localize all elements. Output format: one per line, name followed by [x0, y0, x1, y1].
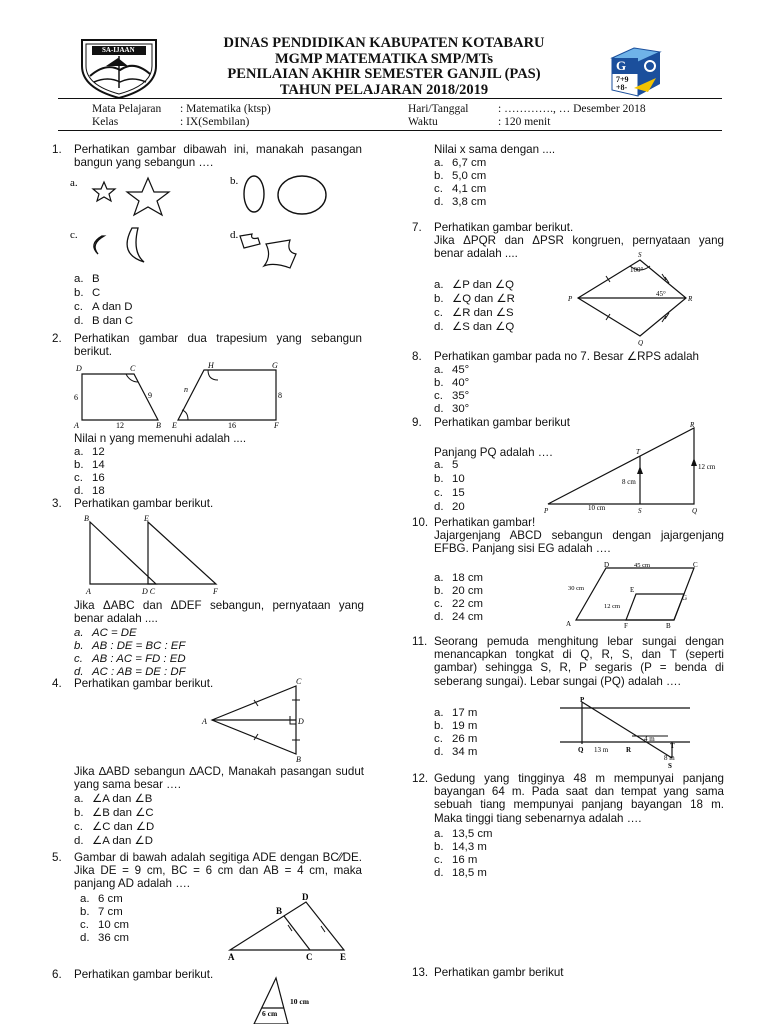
question-1 [52, 143, 362, 169]
option-letter: a. [74, 793, 84, 805]
label-f: F [274, 421, 279, 430]
question-3 [52, 497, 362, 510]
hari-label: Hari/Tanggal [408, 103, 469, 115]
option-text: 5 [452, 459, 459, 471]
option-text: 16 m [452, 854, 478, 866]
option-letter: d. [74, 485, 84, 497]
q9-option-d[interactable] [434, 501, 465, 514]
side-8cm: 8 cm [622, 478, 636, 486]
option-text: ∠R dan ∠S [452, 307, 514, 319]
question-8 [412, 350, 724, 363]
q9-option-c[interactable] [434, 487, 465, 500]
q3-option-a[interactable] [74, 627, 137, 640]
header-rule-top [58, 98, 722, 99]
q2-option-b[interactable] [74, 459, 105, 472]
question-text: Seorang pemuda menghitung lebar sungai dengan menancapkan tongkat di Q, R, S, dan T (seperti gambar) sehingga S, R, P segaris (P = benda di seberang sungai). Lebar sungai (PQ) adalah …. [434, 635, 724, 688]
label-c: C [693, 561, 698, 569]
q1-option-c[interactable] [74, 301, 133, 314]
q10-figure [562, 560, 708, 630]
header-line-1: DINAS PENDIDIKAN KABUPATEN KOTABARU [223, 35, 545, 51]
question-text: Perhatikan gambar berikut [434, 416, 570, 429]
fig-label-a: a. [70, 177, 78, 189]
q2-prompt: Nilai n yang memenuhi adalah .... [74, 432, 247, 445]
q1-figure [68, 172, 368, 282]
q1-option-b[interactable] [74, 287, 100, 300]
label-a: A [202, 717, 207, 726]
side-4m: 4 m [644, 735, 655, 743]
option-letter: a. [80, 893, 90, 905]
option-letter: b. [434, 473, 444, 485]
q3-option-c[interactable] [74, 653, 186, 666]
question-text: Perhatikan gambar berikut. [74, 497, 214, 510]
option-letter: d. [74, 835, 84, 847]
q12-option-b[interactable] [434, 841, 487, 854]
q9-option-b[interactable] [434, 473, 465, 486]
question-12 [412, 772, 724, 825]
q6-option-c[interactable] [434, 183, 486, 196]
q11-option-c[interactable] [434, 733, 477, 746]
question-number: 2. [52, 332, 62, 345]
label-b: B [156, 421, 161, 430]
q5-option-a[interactable] [80, 893, 123, 906]
option-text: 20 cm [452, 585, 484, 597]
option-text: 22 cm [452, 598, 484, 610]
option-text: 24 cm [452, 611, 484, 623]
label-e: E [340, 952, 347, 962]
option-text: 20 [452, 501, 465, 513]
option-letter: d. [434, 321, 444, 333]
option-letter: d. [434, 501, 444, 513]
q9-prompt: Panjang PQ adalah …. [434, 446, 553, 459]
option-letter: c. [74, 653, 83, 665]
label-a: A [228, 952, 235, 962]
q11-figure [556, 694, 694, 770]
fig-label-c: c. [70, 229, 78, 241]
option-letter: a. [434, 459, 444, 471]
label-r: R [690, 421, 695, 429]
question-number: 10. [412, 516, 429, 529]
q3-prompt: Jika ΔABC dan ΔDEF sebangun, pernyataan yang benar adalah .... [74, 599, 364, 626]
question-number: 11. [412, 635, 428, 648]
question-text: Perhatikan gambar berikut. [434, 221, 574, 234]
question-number: 6. [52, 968, 62, 981]
q1-option-a[interactable] [74, 273, 100, 286]
label-d: D [302, 892, 309, 902]
option-letter: d. [80, 932, 90, 944]
q5-option-d[interactable] [80, 932, 129, 945]
question-number: 7. [412, 221, 422, 234]
option-text: 3,8 cm [452, 196, 487, 208]
question-number: 5. [52, 851, 62, 864]
option-text: AC : AB = DE : DF [92, 666, 186, 678]
q7-figure [566, 250, 706, 346]
option-text: ∠C dan ∠D [92, 821, 155, 833]
option-text: 15 [452, 487, 465, 499]
q8-option-d[interactable] [434, 403, 469, 416]
option-letter: a. [74, 446, 84, 458]
label-a: A [86, 587, 91, 596]
option-letter: d. [74, 666, 84, 678]
q4-option-c[interactable] [74, 821, 154, 834]
option-letter: a. [434, 157, 444, 169]
option-text: 10 cm [98, 919, 130, 931]
q2-option-c[interactable] [74, 472, 105, 485]
option-letter: a. [74, 273, 84, 285]
side-16: 16 [228, 421, 236, 430]
option-text: ∠A dan ∠D [92, 835, 153, 847]
q9-option-a[interactable] [434, 459, 458, 472]
side-n: n [184, 385, 188, 394]
label-d: D [604, 561, 610, 569]
side-12cm: 12 cm [604, 603, 621, 610]
label-dc: D C [142, 587, 156, 596]
question-text: Perhatikan gambar dua trapesium yang sebangun berikut. [74, 332, 362, 359]
side-6cm: 6 cm [262, 1009, 278, 1018]
q4-prompt: Jika ∆ABD sebangun ∆ACD, Manakah pasangan sudut yang sama besar …. [74, 765, 364, 792]
side-8: 8 [278, 391, 282, 400]
q8-option-b[interactable] [434, 377, 469, 390]
label-t: T [636, 448, 640, 456]
question-number: 13. [412, 966, 429, 979]
mapel-value: : Matematika (ktsp) [180, 103, 271, 115]
question-prompt: Jajargenjang ABCD sebangun dengan jajargenjang EFBG. Panjang sisi EG adalah …. [434, 529, 724, 556]
header-line-3: PENILAIAN AKHIR SEMESTER GANJIL (PAS) [227, 66, 541, 82]
label-b: B [296, 755, 301, 764]
q10-option-c[interactable] [434, 598, 483, 611]
label-e: E [172, 421, 177, 430]
q7-option-a[interactable] [434, 279, 514, 292]
option-letter: b. [74, 287, 84, 299]
option-text: 7 cm [98, 906, 123, 918]
fig-label-b: b. [230, 175, 239, 187]
q4-option-a[interactable] [74, 793, 152, 806]
option-letter: a. [74, 627, 84, 639]
logo-left-text: SA-IJAAN [102, 46, 135, 54]
q1-option-d[interactable] [74, 315, 133, 328]
q7-option-c[interactable] [434, 307, 514, 320]
option-text: 36 cm [98, 932, 130, 944]
question-number: 9. [412, 416, 422, 429]
option-letter: b. [434, 841, 444, 853]
q5-figure [222, 890, 358, 962]
option-letter: a. [434, 828, 444, 840]
side-6: 6 [74, 393, 78, 402]
label-t: T [670, 742, 675, 750]
label-d: D [298, 717, 304, 726]
option-letter: b. [434, 585, 444, 597]
option-text: 18,5 m [452, 867, 487, 879]
mapel-label: Mata Pelajaran [92, 103, 162, 115]
option-letter: a. [434, 279, 444, 291]
option-text: 14,3 m [452, 841, 487, 853]
option-letter: c. [434, 390, 443, 402]
question-number: 3. [52, 497, 62, 510]
label-g: G [272, 361, 278, 370]
option-text: 4,1 cm [452, 183, 487, 195]
q7-option-d[interactable] [434, 321, 514, 334]
label-q: Q [692, 507, 698, 515]
label-p: P [544, 507, 549, 515]
question-number: 1. [52, 143, 62, 156]
option-text: ∠A dan ∠B [92, 793, 153, 805]
side-9: 9 [148, 391, 152, 400]
option-text: 34 m [452, 746, 478, 758]
label-b: B [84, 514, 89, 523]
option-text: 19 m [452, 720, 478, 732]
option-text: 45° [452, 364, 470, 376]
label-h: H [208, 361, 214, 370]
label-b: B [276, 906, 283, 916]
header-line-2: MGMP MATEMATIKA SMP/MTs [274, 50, 494, 67]
q6-option-d[interactable] [434, 196, 486, 209]
option-letter: d. [434, 746, 444, 758]
label-a: A [74, 421, 79, 430]
option-letter: a. [434, 707, 444, 719]
side-12: 12 [116, 421, 124, 430]
angle-100: 100° [630, 266, 644, 274]
q5-option-c[interactable] [80, 919, 129, 932]
option-letter: c. [74, 301, 83, 313]
option-letter: b. [434, 170, 444, 182]
option-text: A dan D [92, 301, 133, 313]
header-rule-bottom [58, 130, 722, 131]
option-text: 35° [452, 390, 470, 402]
waktu-value: : 120 menit [498, 116, 551, 128]
question-13 [412, 966, 724, 979]
option-letter: d. [434, 611, 444, 623]
logo-right-sub1: 7+9 [616, 75, 629, 84]
mgmp-logo [604, 44, 670, 102]
side-8m: 8 m [664, 754, 675, 762]
q2-figure [68, 360, 288, 430]
label-c: C [306, 952, 313, 962]
label-s: S [638, 507, 642, 515]
side-10cm: 10 cm [290, 997, 309, 1006]
header-line-4: TAHUN PELAJARAN 2018/2019 [279, 81, 489, 98]
option-text: 13,5 cm [452, 828, 493, 840]
label-q: Q [638, 339, 644, 346]
kelas-value: : IX(Sembilan) [180, 116, 250, 128]
option-letter: c. [434, 183, 443, 195]
label-f: F [213, 587, 218, 596]
question-number: 12. [412, 772, 429, 785]
question-text: Perhatikan gambar berikut. [74, 968, 214, 981]
option-letter: b. [434, 377, 444, 389]
q10-option-b[interactable] [434, 585, 483, 598]
q4-option-d[interactable] [74, 835, 153, 848]
q6-figure [248, 974, 328, 1024]
label-a: A [566, 620, 572, 628]
q4-figure [198, 676, 318, 764]
question-number: 8. [412, 350, 422, 363]
label-q: Q [578, 746, 584, 754]
question-prompt: Jika ΔPQR dan ΔPSR kongruen, pernyataan yang benar adalah .... [434, 234, 724, 261]
side-30cm: 30 cm [568, 585, 585, 592]
q12-option-a[interactable] [434, 828, 493, 841]
q7-option-b[interactable] [434, 293, 515, 306]
q3-option-b[interactable] [74, 640, 185, 653]
question-text: Perhatikan gambar dibawah ini, manakah pasangan bangun yang sebangun …. [74, 143, 362, 170]
option-letter: d. [434, 867, 444, 879]
label-p: P [568, 295, 573, 303]
label-d: D [76, 364, 82, 373]
option-text: C [92, 287, 101, 299]
option-letter: c. [80, 919, 89, 931]
option-letter: b. [434, 720, 444, 732]
label-c: C [130, 364, 136, 373]
question-10 [412, 516, 724, 556]
option-letter: c. [434, 733, 443, 745]
label-g: G [682, 594, 688, 602]
kelas-label: Kelas [92, 116, 119, 128]
angle-45: 45° [656, 290, 666, 298]
option-letter: c. [74, 472, 83, 484]
option-text: 30° [452, 403, 470, 415]
option-text: ∠Q dan ∠R [452, 293, 515, 305]
q3-figure [76, 512, 236, 596]
option-text: B dan C [92, 315, 134, 327]
question-text: Perhatikan gambr berikut [434, 966, 564, 979]
option-text: B [92, 273, 100, 285]
option-letter: b. [74, 640, 84, 652]
label-e: E [144, 514, 149, 523]
q5-option-b[interactable] [80, 906, 123, 919]
option-letter: d. [74, 315, 84, 327]
option-letter: c. [434, 598, 443, 610]
option-letter: c. [434, 487, 443, 499]
label-s: S [668, 762, 672, 770]
cube-logo-icon [604, 44, 670, 102]
side-10cm: 10 cm [588, 504, 606, 512]
option-text: AB : DE = BC : EF [92, 640, 186, 652]
logo-right-g: G [616, 58, 627, 73]
side-45cm: 45 cm [634, 562, 651, 569]
q4-option-b[interactable] [74, 807, 154, 820]
label-s: S [638, 251, 642, 259]
question-text: Perhatikan gambar! [434, 516, 536, 529]
option-text: 18 cm [452, 572, 484, 584]
option-text: 26 m [452, 733, 478, 745]
question-number: 4. [52, 677, 62, 690]
question-5 [52, 851, 362, 891]
option-text: 40° [452, 377, 470, 389]
option-text: ∠B dan ∠C [92, 807, 154, 819]
question-text: Perhatikan gambar pada no 7. Besar ∠RPS adalah [434, 350, 699, 363]
hari-value: : …………., … Desember 2018 [498, 103, 646, 115]
option-letter: b. [80, 906, 90, 918]
q12-option-d[interactable] [434, 867, 487, 880]
option-text: 17 m [452, 707, 478, 719]
option-letter: b. [434, 293, 444, 305]
q8-option-a[interactable] [434, 364, 469, 377]
label-c: C [296, 677, 302, 686]
option-text: 5,0 cm [452, 170, 487, 182]
option-letter: b. [74, 459, 84, 471]
question-text: Perhatikan gambar berikut. [74, 677, 214, 690]
question-text: Gambar di bawah adalah segitiga ADE dengan BC⁄⁄DE. Jika DE = 9 cm, BC = 6 cm dan AB = 4 cm, maka panjang AD adalah …. [74, 851, 362, 891]
label-f: F [624, 622, 628, 630]
q6-option-a[interactable] [434, 157, 486, 170]
question-11 [412, 635, 724, 688]
option-letter: a. [434, 572, 444, 584]
option-text: 14 [92, 459, 105, 471]
q2-option-a[interactable] [74, 446, 105, 459]
option-letter: d. [434, 403, 444, 415]
q6-prompt: Nilai x sama dengan .... [434, 143, 556, 156]
q11-option-a[interactable] [434, 707, 477, 720]
option-letter: c. [434, 307, 443, 319]
option-text: ∠S dan ∠Q [452, 321, 515, 333]
waktu-label: Waktu [408, 116, 438, 128]
option-text: AC = DE [92, 627, 137, 639]
option-text: 16 [92, 472, 105, 484]
option-letter: c. [74, 821, 83, 833]
option-text: 18 [92, 485, 105, 497]
option-text: 10 [452, 473, 465, 485]
q10-option-d[interactable] [434, 611, 483, 624]
question-2 [52, 332, 362, 358]
label-b: B [666, 622, 671, 630]
option-letter: a. [434, 364, 444, 376]
fig-label-d: d. [230, 229, 239, 241]
q8-option-c[interactable] [434, 390, 469, 403]
option-text: 6 cm [98, 893, 123, 905]
option-text: AB : AC = FD : ED [92, 653, 186, 665]
label-p: P [580, 696, 585, 704]
option-letter: c. [434, 854, 443, 866]
q9-figure [540, 420, 730, 516]
q12-option-c[interactable] [434, 854, 477, 867]
option-text: 6,7 cm [452, 157, 487, 169]
q6-option-b[interactable] [434, 170, 486, 183]
q11-option-d[interactable] [434, 746, 477, 759]
label-r: R [688, 295, 693, 303]
option-text: 12 [92, 446, 105, 458]
side-13m: 13 m [594, 746, 609, 754]
q10-option-a[interactable] [434, 572, 483, 585]
logo-right-sub2: +8- [616, 83, 628, 92]
label-e: E [630, 586, 635, 594]
side-12cm: 12 cm [698, 463, 716, 471]
option-letter: b. [74, 807, 84, 819]
q11-option-b[interactable] [434, 720, 477, 733]
label-r: R [626, 746, 632, 754]
option-letter: d. [434, 196, 444, 208]
option-text: ∠P dan ∠Q [452, 279, 515, 291]
question-text: Gedung yang tingginya 48 m mempunyai panjang bayangan 64 m. Pada saat dan tempat yang sama sebuah tiang mempunyai panjang bayangan 18 m. Maka tinggi tiang sebenarnya adalah …. [434, 772, 724, 825]
